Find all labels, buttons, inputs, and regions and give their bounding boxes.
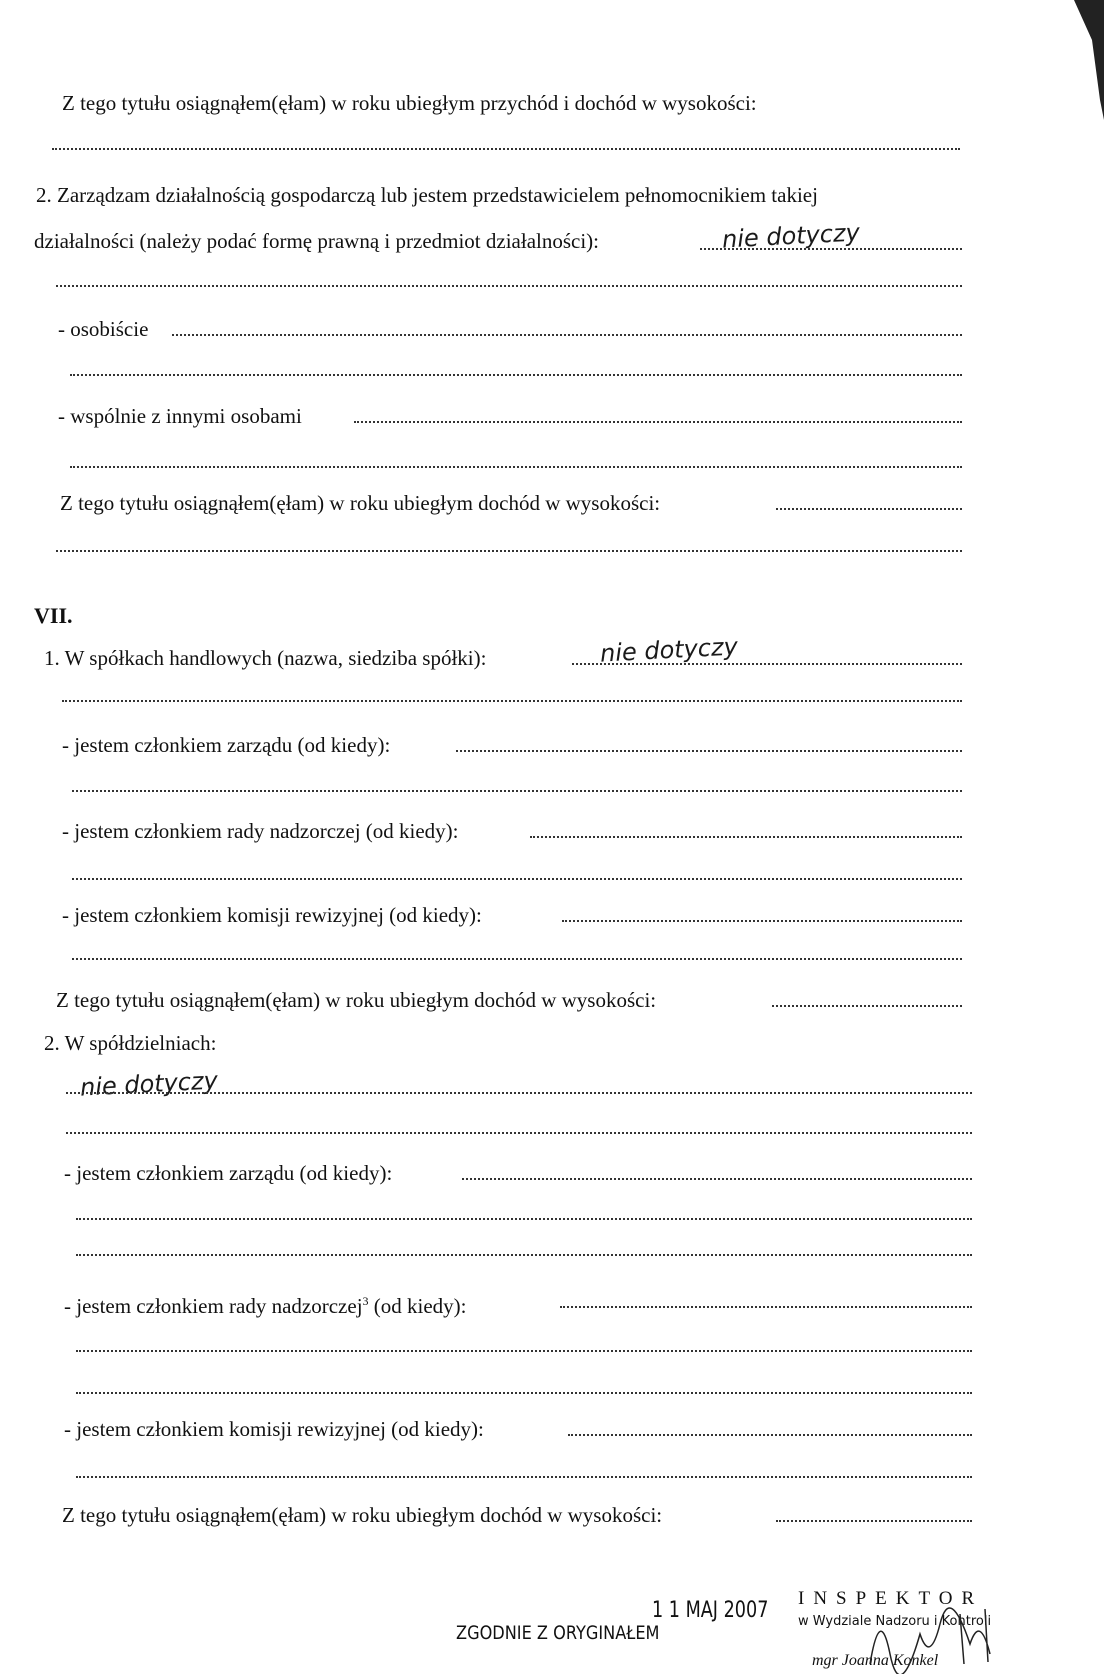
dotted-line: [70, 466, 962, 468]
section-heading: VII.: [34, 603, 73, 628]
dotted-line: [72, 790, 962, 792]
dotted-line: [62, 700, 962, 702]
dotted-line: [568, 1434, 972, 1436]
dotted-line: [354, 421, 962, 423]
board-member-label: - jestem członkiem zarządu (od kiedy):: [62, 733, 391, 757]
dotted-line: [560, 1306, 972, 1308]
dotted-line: [456, 750, 962, 752]
jointly-label: - wspólnie z innymi osobami: [58, 404, 302, 428]
signature-scribble: [860, 1594, 1020, 1674]
handwritten-answer: nie dotyczy: [721, 218, 861, 254]
income-line-4: Z tego tytułu osiągnąłem(ęłam) w roku ubiegłym dochód w wysokości:: [62, 1503, 663, 1527]
dotted-line: [76, 1350, 972, 1352]
department-text: w Wydziale Nadzoru i Kontroli: [798, 1614, 992, 1629]
stamp-date: 1 1 MAJ 2007: [652, 1598, 769, 1623]
handwritten-answer: nie dotyczy: [599, 632, 739, 668]
dotted-line: [66, 1132, 972, 1134]
board-member-label-2: - jestem członkiem zarządu (od kiedy):: [64, 1161, 393, 1185]
dotted-line: [56, 285, 962, 287]
supervisory-member-label: - jestem członkiem rady nadzorczej (od kiedy):: [62, 819, 459, 843]
income-line-2: Z tego tytułu osiągnąłem(ęłam) w roku ubiegłym dochód w wysokości:: [60, 491, 661, 515]
dotted-line: [76, 1476, 972, 1478]
dotted-line: [66, 1092, 972, 1094]
dotted-line: [76, 1254, 972, 1256]
dotted-line: [76, 1218, 972, 1220]
audit-member-label: - jestem członkiem komisji rewizyjnej (od kiedy):: [62, 903, 482, 927]
item2-text-line1: 2. Zarządzam działalnością gospodarczą lub jestem przedstawicielem pełnomocnikiem takiej: [36, 183, 818, 207]
handwritten-answer: nie dotyczy: [79, 1066, 219, 1102]
inspector-title: INSPEKTOR: [798, 1588, 984, 1609]
dotted-line: [462, 1178, 972, 1180]
dotted-line: [72, 878, 962, 880]
dotted-line: [562, 920, 962, 922]
personally-label: - osobiście: [58, 317, 149, 341]
footnote-marker: 3: [362, 1294, 369, 1308]
inspector-name: mgr Joanna Konkel: [812, 1652, 939, 1669]
dotted-line: [52, 148, 960, 150]
dotted-line: [70, 374, 962, 376]
dotted-line: [530, 836, 962, 838]
dotted-line: [776, 1520, 972, 1522]
dotted-line: [72, 958, 962, 960]
item2-text-line2: działalności (należy podać formę prawną i przedmiot działalności):: [34, 229, 600, 253]
dotted-line: [76, 1392, 972, 1394]
cooperatives-label: 2. W spółdzielniach:: [44, 1031, 217, 1055]
certified-copy-stamp: ZGODNIE Z ORYGINAŁEM: [456, 1622, 660, 1644]
dotted-line: [172, 334, 962, 336]
supervisory-member-label-2: [64, 1288, 467, 1319]
commercial-companies-label: 1. W spółkach handlowych (nazwa, siedziba spółki):: [44, 646, 487, 670]
income-line-3: Z tego tytułu osiągnąłem(ęłam) w roku ubiegłym dochód w wysokości:: [56, 988, 657, 1012]
supervisory-member-text: - jestem członkiem rady nadzorczej: [64, 1294, 363, 1318]
dotted-line: [772, 1005, 962, 1007]
scan-edge-mark: [1064, 0, 1104, 120]
since-when-text: (od kiedy):: [373, 1294, 467, 1318]
income-line-revenue: Z tego tytułu osiągnąłem(ęłam) w roku ubiegłym przychód i dochód w wysokości:: [62, 91, 757, 115]
dotted-line: [776, 508, 962, 510]
audit-member-label-2: - jestem członkiem komisji rewizyjnej (od kiedy):: [64, 1417, 484, 1441]
dotted-line: [56, 550, 962, 552]
